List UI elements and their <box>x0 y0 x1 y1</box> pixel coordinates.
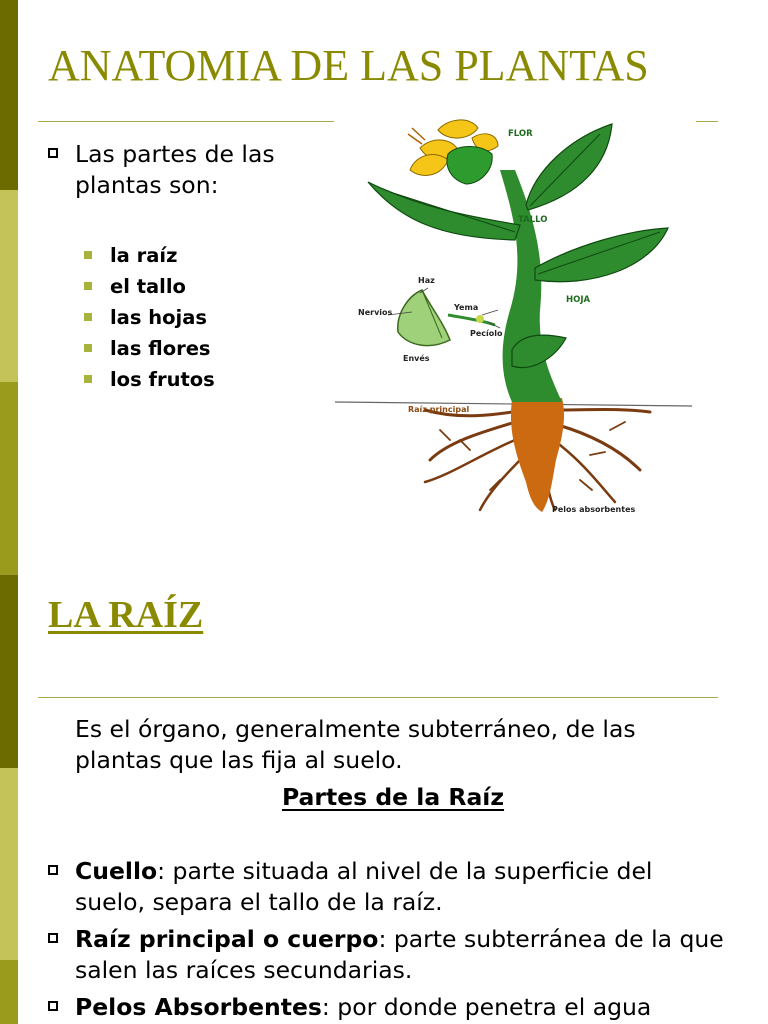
root-definition: Es el órgano, generalmente subterráneo, de las plantas que las fija al suelo. <box>75 715 636 774</box>
square-bullet-icon <box>48 865 58 875</box>
label-nervios: Nervios <box>358 308 393 317</box>
list-item: las flores <box>84 333 215 364</box>
list-item: las hojas <box>84 302 215 333</box>
title-rule <box>38 697 718 698</box>
plant-anatomy-diagram <box>330 110 705 530</box>
bullet-icon <box>84 313 92 321</box>
bullet-icon <box>84 251 92 259</box>
label-enves: Envés <box>403 354 430 363</box>
bullet-icon <box>84 375 92 383</box>
flower-illustration <box>408 120 498 184</box>
square-bullet-icon <box>48 933 58 943</box>
list-item-raiz-principal: Raíz principal o cuerpo: parte subterránea de la que salen las raíces secundarias. <box>75 925 724 984</box>
list-item: los frutos <box>84 364 215 395</box>
intro-text: Las partes de las plantas son: <box>75 140 275 199</box>
label-hoja: HOJA <box>566 295 591 305</box>
title-rule-left <box>38 121 334 122</box>
square-bullet-icon <box>48 148 58 158</box>
label-raiz-principal: Raíz principal <box>408 405 470 414</box>
label-yema: Yema <box>454 303 479 312</box>
plant-parts-list <box>84 240 215 395</box>
parts-subtitle: Partes de la Raíz <box>281 783 505 811</box>
list-item: el tallo <box>84 271 215 302</box>
bullet-icon <box>84 344 92 352</box>
label-pelos-absorbentes: Pelos absorbentes <box>552 505 636 514</box>
label-tallo: TALLO <box>518 215 548 225</box>
list-item-pelos-absorbentes: Pelos Absorbentes: por donde penetra el agua <box>75 993 652 1021</box>
bullet-icon <box>84 282 92 290</box>
label-haz: Haz <box>418 276 435 285</box>
square-bullet-icon <box>48 1001 58 1011</box>
leaf-shape <box>368 182 520 240</box>
list-item: la raíz <box>84 240 215 271</box>
slide-title-anatomia: ANATOMIA DE LAS PLANTAS <box>48 41 649 90</box>
list-item-cuello: Cuello: parte situada al nivel de la superficie del suelo, separa el tallo de la raíz. <box>75 857 653 916</box>
main-root-shape <box>511 398 564 512</box>
label-flor: FLOR <box>508 129 533 139</box>
slide-title-la-raiz: LA RAÍZ <box>48 594 204 636</box>
label-peciolo: Pecíolo <box>470 329 503 338</box>
